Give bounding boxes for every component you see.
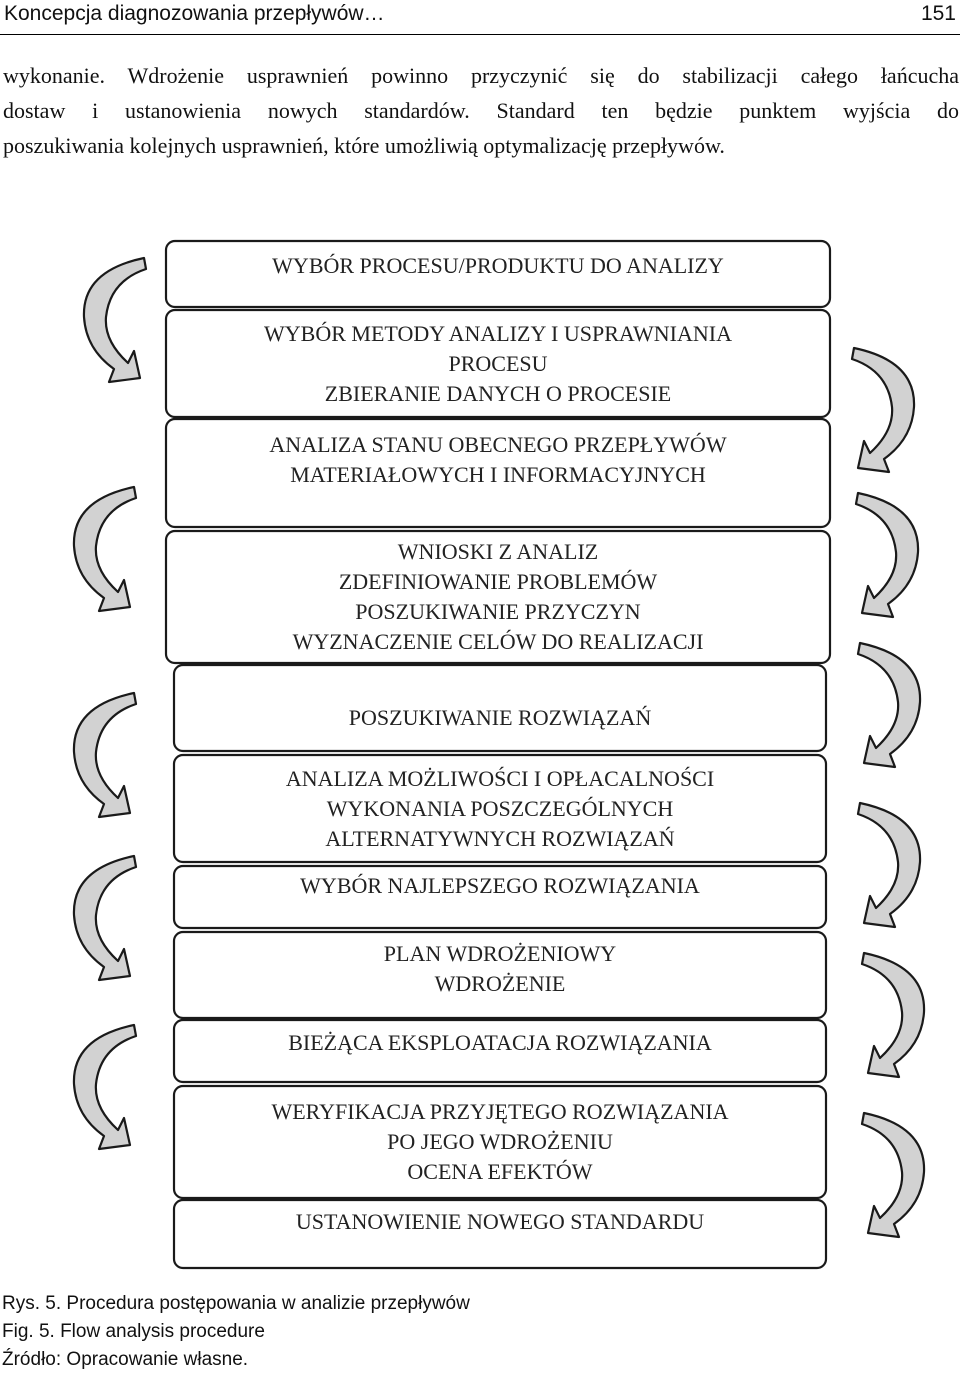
step-text-line: WNIOSKI Z ANALIZ	[397, 539, 599, 564]
step-text-line: WYBÓR METODY ANALIZY I USPRAWNIANIA	[264, 320, 732, 346]
step-text-line: WERYFIKACJA PRZYJĘTEGO ROZWIĄZANIA	[271, 1099, 729, 1124]
curved-arrow-down-right-icon	[74, 856, 136, 980]
left-arrows	[74, 258, 146, 1149]
paragraph-line: dostaw i ustanowienia nowych standardów. Standard ten będzie punktem wyjścia do	[3, 98, 959, 123]
step-label-implementation	[174, 926, 826, 1012]
curved-arrow-down-left-icon	[852, 348, 914, 472]
step-text-line: PLAN WDROŻENIOWY	[383, 941, 617, 966]
step-text-line: BIEŻĄCA EKSPLOATACJA ROZWIĄZANIA	[288, 1030, 712, 1055]
curved-arrow-down-right-icon	[74, 693, 136, 817]
running-title: Koncepcja diagnozowania przepływów…	[4, 2, 385, 25]
step-label-current-state	[166, 419, 830, 501]
step-text-line: ANALIZA MOŻLIWOŚCI I OPŁACALNOŚCI	[285, 765, 715, 791]
step-label-verification	[174, 1086, 826, 1198]
curved-arrow-down-right-icon	[74, 1025, 136, 1149]
step-text-line: ZBIERANIE DANYCH O PROCESIE	[324, 380, 672, 406]
figure-caption	[2, 1290, 470, 1374]
right-arrows	[852, 348, 924, 1237]
step-text-line: WYZNACZENIE CELÓW DO REALIZACJI	[292, 629, 704, 654]
step-text-line: WDROŻENIE	[434, 971, 566, 996]
step-label-feasibility	[174, 755, 826, 862]
step-text-line: PO JEGO WDROŻENIU	[387, 1129, 613, 1154]
step-text-line: POSZUKIWANIE PRZYCZYN	[355, 599, 641, 624]
step-text-line: PROCESU	[448, 350, 548, 376]
step-label-best-solution	[174, 855, 826, 917]
step-text-line: USTANOWIENIE NOWEGO STANDARDU	[295, 1209, 705, 1234]
step-label-method-and-data	[166, 310, 830, 417]
step-text-line: ZDEFINIOWANIE PROBLEMÓW	[338, 569, 658, 594]
step-text-line: WYKONANIA POSZCZEGÓLNYCH	[326, 795, 674, 821]
curved-arrow-down-left-icon	[862, 1113, 924, 1237]
step-text-line: WYBÓR PROCESU/PRODUKTU DO ANALIZY	[272, 253, 724, 278]
caption-source: Źródło: Opracowanie własne.	[2, 1349, 249, 1370]
step-label-operation	[174, 1012, 826, 1074]
step-text-line: WYBÓR NAJLEPSZEGO ROZWIĄZANIA	[300, 873, 700, 898]
caption-polish: Rys. 5. Procedura postępowania w analizie przepływów	[2, 1293, 470, 1314]
caption-english: Fig. 5. Flow analysis procedure	[2, 1321, 265, 1342]
paragraph-line: poszukiwania kolejnych usprawnień, które umożliwią optymalizację przepływów.	[3, 133, 725, 158]
step-text-line: POSZUKIWANIE ROZWIĄZAŃ	[348, 705, 652, 730]
curved-arrow-down-left-icon	[862, 953, 924, 1077]
step-text-line: ANALIZA STANU OBECNEGO PRZEPŁYWÓW	[269, 432, 727, 457]
curved-arrow-down-right-icon	[74, 487, 136, 611]
page-number: 151	[920, 2, 956, 25]
curved-arrow-down-left-icon	[856, 493, 918, 617]
step-label-conclusions	[166, 531, 830, 663]
curved-arrow-down-left-icon	[858, 803, 920, 927]
step-label-select-process	[166, 241, 830, 291]
curved-arrow-down-left-icon	[858, 643, 920, 767]
paragraph-line: wykonanie. Wdrożenie usprawnień powinno przyczynić się do stabilizacji całego łańcucha	[3, 63, 959, 88]
step-label-search-solutions	[174, 675, 826, 761]
step-text-line: OCENA EFEKTÓW	[407, 1159, 593, 1184]
step-label-new-standard	[174, 1192, 826, 1252]
step-text-line: MATERIAŁOWYCH I INFORMACYJNYCH	[290, 462, 706, 487]
step-text-line: ALTERNATYWNYCH ROZWIĄZAŃ	[325, 825, 675, 851]
curved-arrow-down-right-icon	[84, 258, 146, 382]
